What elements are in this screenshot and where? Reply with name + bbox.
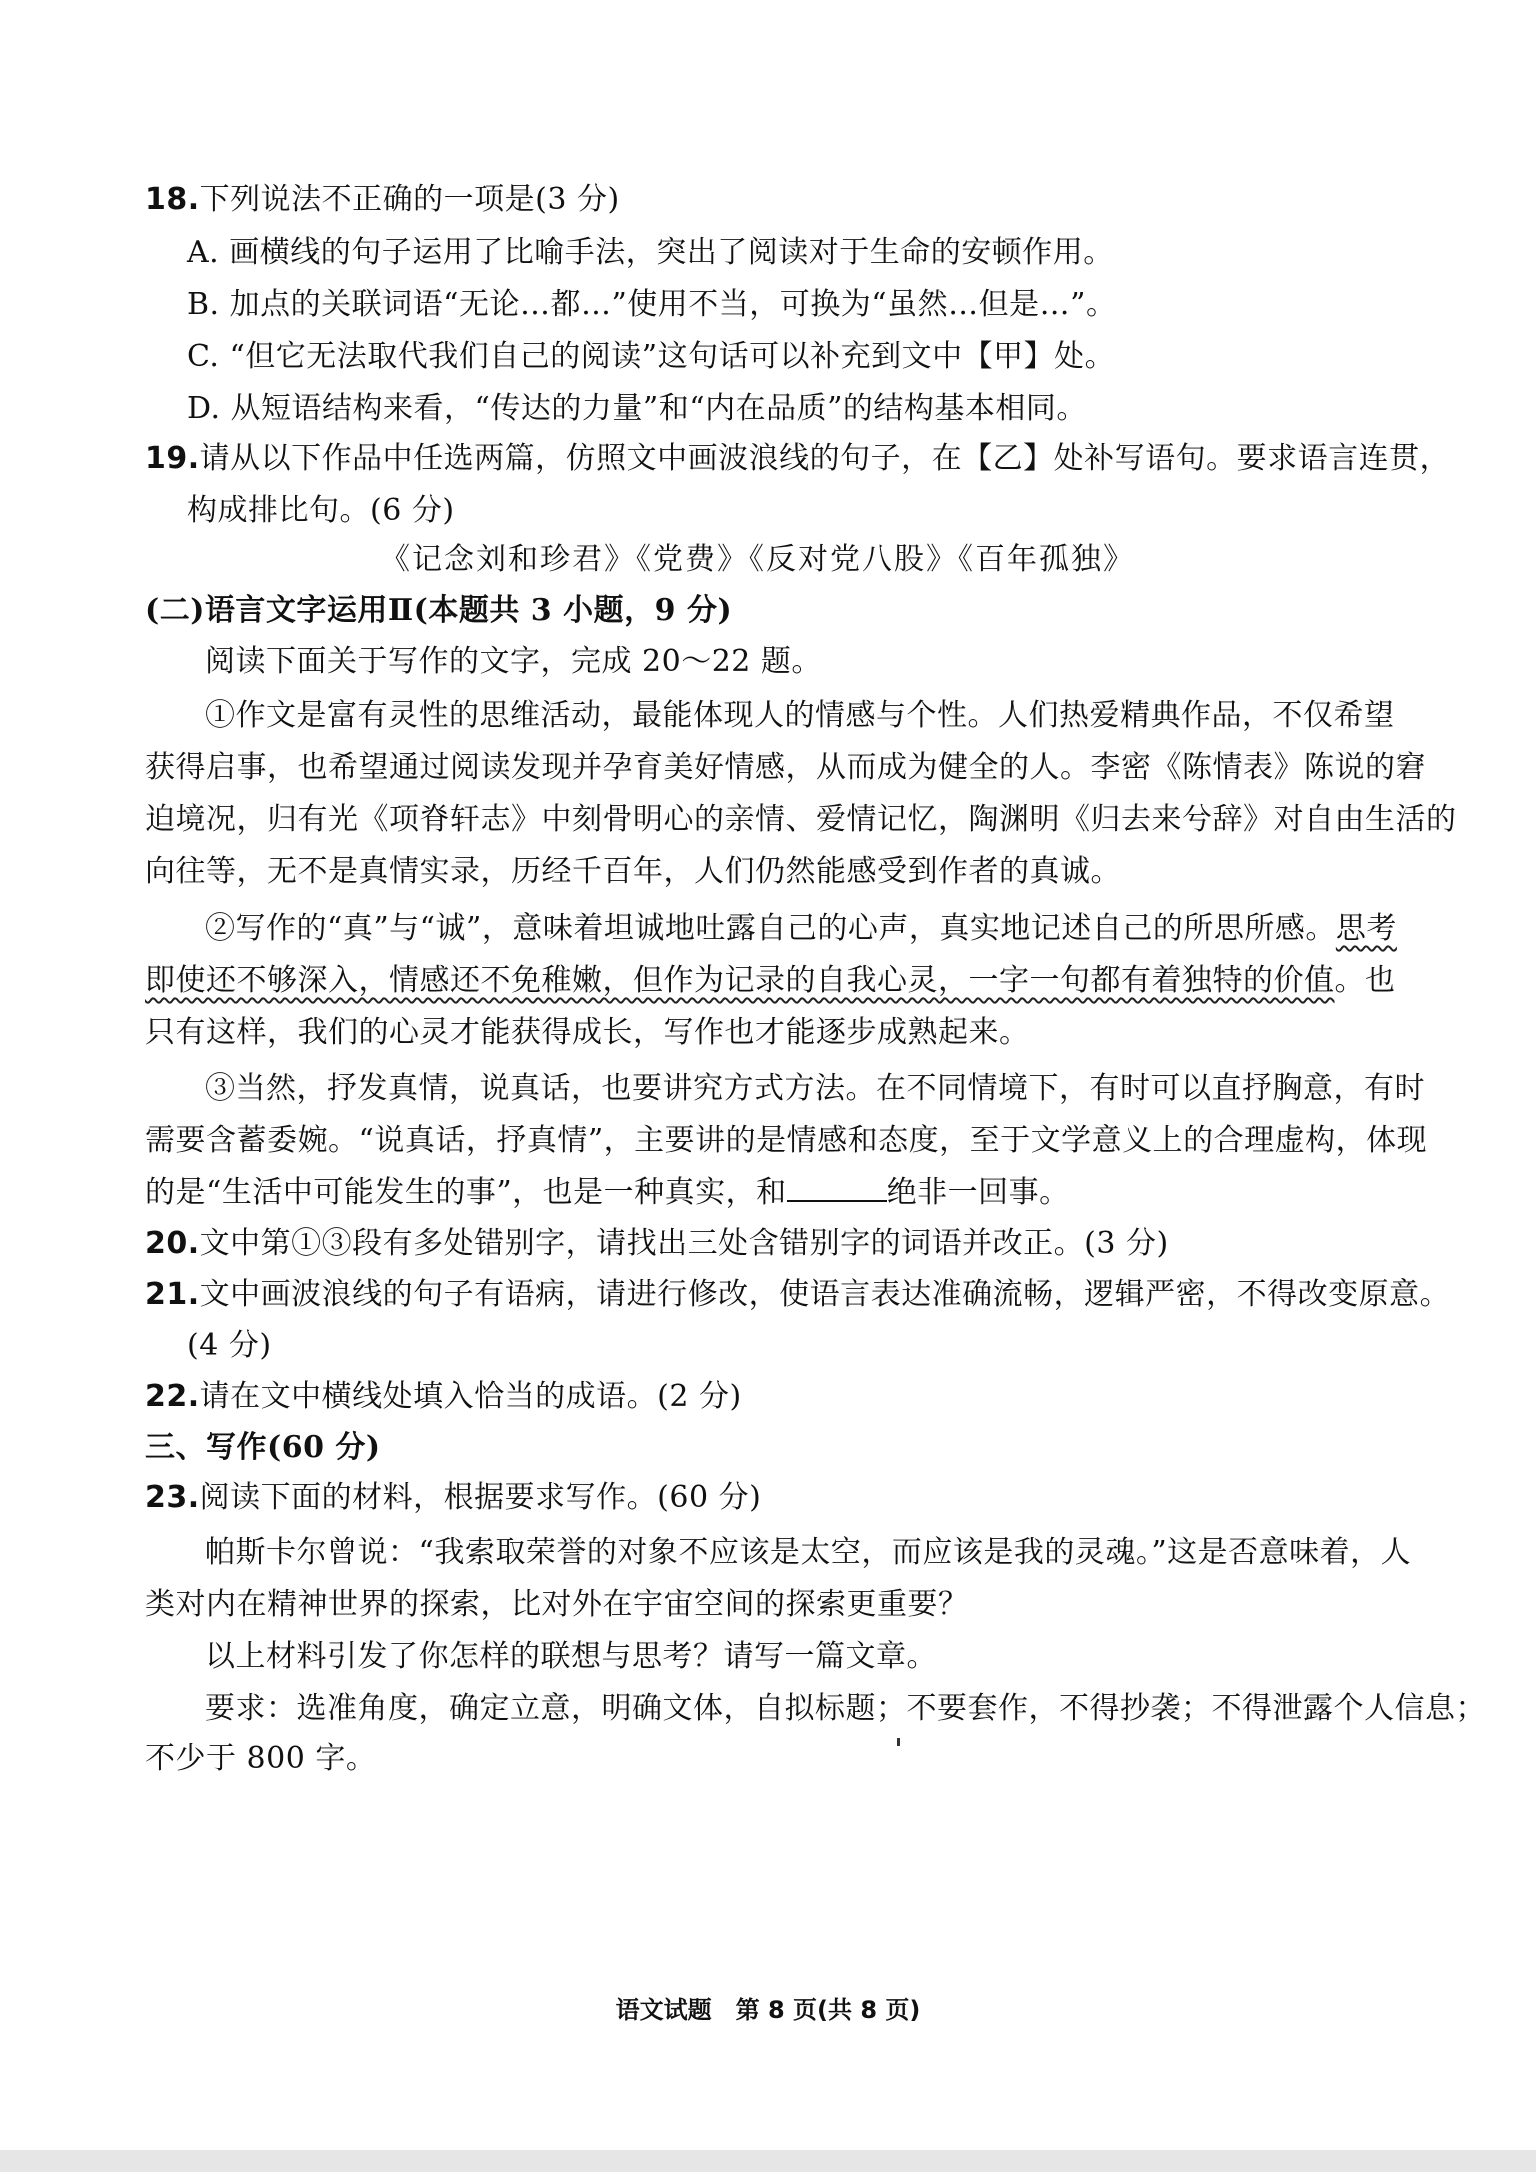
passage-p1-line4: 向往等，无不是真情实录，历经千百年，人们仍然能感受到作者的真诚。 <box>145 854 1121 889</box>
q18-stem: 18.下列说法不正确的一项是(3 分) <box>145 182 620 217</box>
q20: 20.文中第①③段有多处错别字，请找出三处含错别字的词语并改正。(3 分) <box>145 1226 1169 1261</box>
fill-in-blank <box>787 1174 887 1202</box>
q23: 23.阅读下面的材料，根据要求写作。(60 分) <box>145 1480 762 1515</box>
scan-edge <box>0 2150 1536 2172</box>
passage-p3-line3: 的是“生活中可能发生的事”，也是一种真实，和 绝非一回事。 <box>145 1175 1070 1210</box>
q18-option-d: D. 从短语结构来看，“传达的力量”和“内在品质”的结构基本相同。 <box>187 391 1087 426</box>
passage-p3-line2: 需要含蓄委婉。“说真话，抒真情”，主要讲的是情感和态度，至于文学意义上的合理虚构，体现 <box>145 1123 1428 1158</box>
q19-works-list: 《记念刘和珍君》《党费》《反对党八股》《百年孤独》 <box>380 542 1135 577</box>
wavy-sentence: 即使还不够深入，情感还不免稚嫩，但作为记录的自我心灵，一字一句都有着独特的价值 <box>145 963 1335 998</box>
q21: 21.文中画波浪线的句子有语病，请进行修改，使语言表达准确流畅，逻辑严密，不得改变原意。 <box>145 1277 1451 1312</box>
passage-p2-line1: ②写作的“真”与“诚”，意味着坦诚地吐露自己的心声，真实地记述自己的所思所感。思考 <box>205 911 1397 946</box>
q18-option-a: A. 画横线的句子运用了比喻手法，突出了阅读对于生命的安顿作用。 <box>187 235 1114 270</box>
section3-heading: 三、写作(60 分) <box>145 1430 381 1465</box>
q19-stem: 19.请从以下作品中任选两篇，仿照文中画波浪线的句子，在【乙】处补写语句。要求语言连贯， <box>145 441 1451 476</box>
passage-p1-line1: ①作文是富有灵性的思维活动，最能体现人的情感与个性。人们热爱精典作品，不仅希望 <box>205 698 1395 733</box>
q23-material-line2: 类对内在精神世界的探索，比对外在宇宙空间的探索更重要？ <box>145 1587 969 1622</box>
passage-p2-line2: 即使还不够深入，情感还不免稚嫩，但作为记录的自我心灵，一字一句都有着独特的价值。也 <box>145 963 1396 998</box>
passage-p3-line1: ③当然，抒发真情，说真话，也要讲究方式方法。在不同情境下，有时可以直抒胸意，有时 <box>205 1071 1425 1106</box>
q22: 22.请在文中横线处填入恰当的成语。(2 分) <box>145 1379 742 1414</box>
page-footer: 语文试题 第 8 页(共 8 页) <box>615 1996 921 2024</box>
passage-p1-line3: 迫境况，归有光《项脊轩志》中刻骨明心的亲情、爱情记忆，陶渊明《归去来兮辞》对自由生活的 <box>145 802 1457 837</box>
wavy-sentence-start: 思考 <box>1335 911 1397 946</box>
scan-speck <box>897 1738 900 1746</box>
q23-requirements: 要求：选准角度，确定立意，明确文体，自拟标题；不要套作，不得抄袭；不得泄露个人信息； <box>205 1691 1486 1726</box>
q19-stem-cont: 构成排比句。(6 分) <box>187 493 455 528</box>
q18-option-c: C. “但它无法取代我们自己的阅读”这句话可以补充到文中【甲】处。 <box>187 339 1116 374</box>
passage-p1-line2: 获得启事，也希望通过阅读发现并孕育美好情感，从而成为健全的人。李密《陈情表》陈说的窘 <box>145 750 1426 785</box>
passage-p2-line3: 只有这样，我们的心灵才能获得成长，写作也才能逐步成熟起来。 <box>145 1015 1030 1050</box>
q23-requirements-cont: 不少于 800 字。 <box>145 1741 377 1776</box>
q23-material-line1: 帕斯卡尔曾说：“我索取荣誉的对象不应该是太空，而应该是我的灵魂。”这是否意味着，人 <box>205 1535 1412 1570</box>
section2-heading: (二)语言文字运用Ⅱ(本题共 3 小题，9 分) <box>145 593 733 628</box>
q21-score: (4 分) <box>187 1328 272 1363</box>
q23-prompt: 以上材料引发了你怎样的联想与思考？请写一篇文章。 <box>205 1639 937 1674</box>
section2-intro: 阅读下面关于写作的文字，完成 20～22 题。 <box>205 644 822 679</box>
q18-option-b: B. 加点的关联词语“无论…都…”使用不当，可换为“虽然…但是…”。 <box>187 287 1117 322</box>
